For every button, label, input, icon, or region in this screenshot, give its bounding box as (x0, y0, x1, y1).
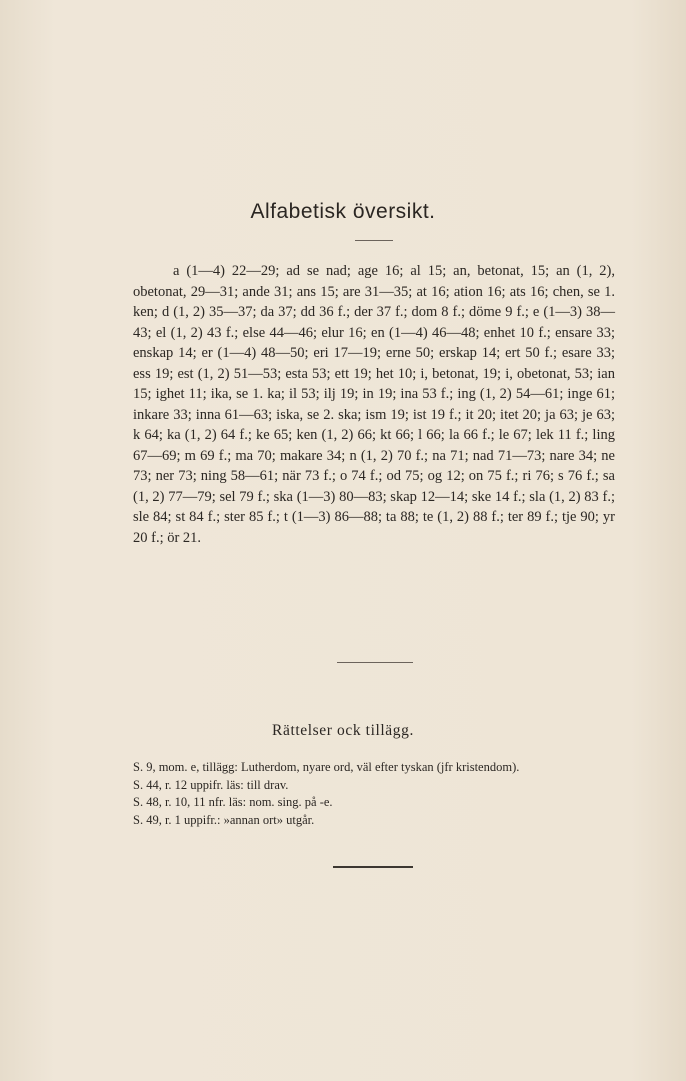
errata-item: S. 48, r. 10, 11 nfr. läs: nom. sing. på -e. (133, 795, 333, 809)
index-paragraph: a (1—4) 22—29; ad se nad; age 16; al 15; an, betonat, 15; an (1, 2), obetonat, 29—31; ande 31; ans 15; are 31—35; at 16; ation 16; ats 16; chen, se 1. ken; d (1, 2) 35—37; da 37; dd 36 f.; der 37 f.; dom 8 f.; döme 9 f.; e (1—3) 38—43; el (1, 2) 43 f.; else 44—46; elur 16; en (1—4) 46—48; enhet 10 f.; ensare 33; enskap 14; er (1—4) 48—50; eri 17—19; erne 50; erskap 14; ert 50 f.; esare 33; ess 19; est (1, 2) 51—53; esta 53; ett 19; het 10; i, betonat, 19; i, obetonat, 53; ian 15; ighet 11; ika, se 1. ka; il 53; ilj 19; in 19; ina 53 f.; ing (1, 2) 54—61; inge 61; inkare 33; inna 61—63; iska, se 2. ska; ism 19; ist 19 f.; it 20; itet 20; ja 63; je 63; k 64; ka (1, 2) 64 f.; ke 65; ken (1, 2) 66; kt 66; l 66; la 66 f.; le 67; lek 11 f.; ling 67—69; m 69 f.; ma 70; makare 34; n (1, 2) 70 f.; na 71; nad 71—73; nare 34; ne 73; ner 73; ning 58—61; när 73 f.; o 74 f.; od 75; og 12; on 75 f.; ri 76; s 76 f.; sa (1, 2) 77—79; sel 79 f.; ska (1—3) 80—83; skap 12—14; ske 14 f.; sla (1, 2) 83 f.; sle 84; st 84 f.; ster 85 f.; t (1—3) 86—88; ta 88; te (1, 2) 88 f.; ter 89 f.; tje 90; yr 20 f.; ör 21. (133, 263, 615, 546)
errata-list (133, 759, 603, 829)
errata-item: S. 9, mom. e, tillägg: Lutherdom, nyare ord, väl efter tyskan (jfr kristendom). (133, 760, 520, 774)
page-title: Alfabetisk översikt. (250, 200, 436, 223)
errata-item: S. 49, r. 1 uppifr.: »annan ort» utgår. (133, 812, 315, 827)
errata-item: S. 44, r. 12 uppifr. läs: till drav. (133, 777, 289, 792)
section-divider (337, 662, 413, 663)
alphabetic-index (133, 261, 615, 548)
end-divider (333, 866, 413, 868)
errata-heading: Rättelser ock tillägg. (272, 722, 414, 739)
title-divider (355, 240, 393, 241)
